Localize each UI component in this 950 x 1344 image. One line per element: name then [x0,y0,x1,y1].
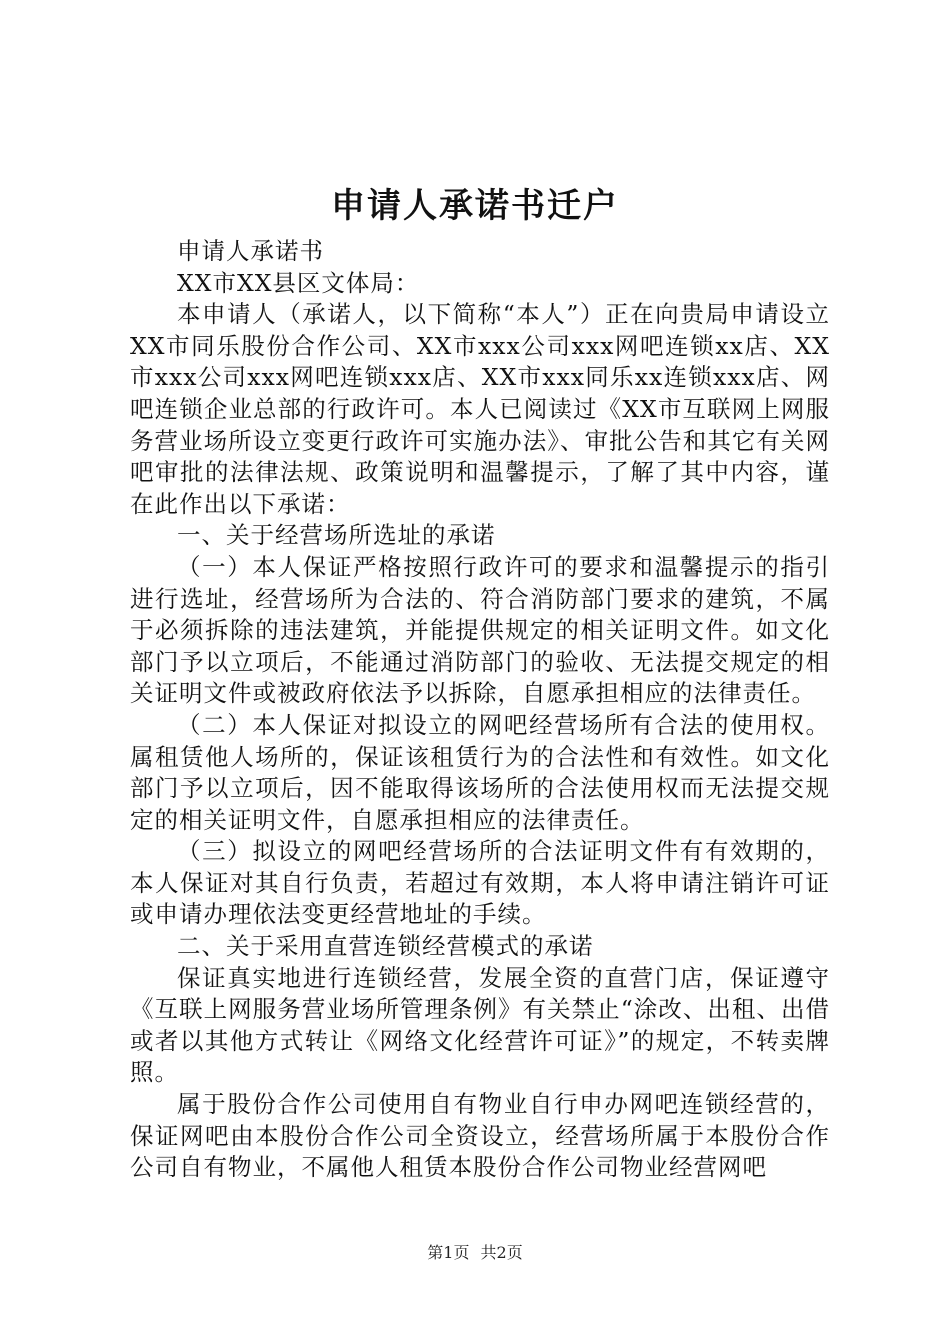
paragraph-addressee: XX市XX县区文体局： [177,268,420,297]
page-total: 共2页 [480,1243,523,1262]
paragraph-item-3: （三）拟设立的网吧经营场所的合法证明文件有有效期的，本人保证对其自行负责，若超过有效期，本人将申请注销许可证或申请办理依法变更经营地址的手续。 [130,837,830,929]
paragraph-chain-1: 保证真实地进行连锁经营，发展全资的直营门店，保证遵守《互联上网服务营业场所管理条例》有关禁止“涂改、出租、出借或者以其他方式转让《网络文化经营许可证》”的规定，不转卖牌照。 [130,963,830,1087]
page-footer [0,1242,950,1264]
document-title: 申请人承诺书迁户 [331,186,619,226]
document-body [130,236,830,1184]
paragraph-item-2: （二）本人保证对拟设立的网吧经营场所有合法的使用权。属租赁他人场所的，保证该租赁行为的合法性和有效性。如文化部门予以立项后，因不能取得该场所的合法使用权而无法提交规定的相关证明文件，自愿承担相应的法律责任。 [130,710,830,834]
section-heading-2: 二、关于采用直营连锁经营模式的承诺 [177,932,594,961]
page-number: 第1页 [427,1243,470,1262]
paragraph-heading: 申请人承诺书 [177,237,324,265]
paragraph-chain-2: 属于股份合作公司使用自有物业自行申办网吧连锁经营的，保证网吧由本股份合作公司全资设立，经营场所属于本股份合作公司自有物业，不属他人租赁本股份合作公司物业经营网吧 [130,1090,830,1182]
paragraph-intro: 本申请人（承诺人，以下简称“本人”）正在向贵局申请设立XX市同乐股份合作公司、XX市xxx公司xxx网吧连锁xx店、XX市xxx公司xxx网吧连锁xxx店、XX市xxx同乐xx连锁xxx店、网吧连锁企业总部的行政许可。本人已阅读过《XX市互联网上网服务营业场所设立变更行政许可实施办法》、审批公告和其它有关网吧审批的法律法规、政策说明和温馨提示，了解了其中内容，谨在此作出以下承诺： [130,300,830,518]
paragraph-item-1: （一）本人保证严格按照行政许可的要求和温馨提示的指引进行选址，经营场所为合法的、符合消防部门要求的建筑，不属于必须拆除的违法建筑，并能提供规定的相关证明文件。如文化部门予以立项后，不能通过消防部门的验收、无法提交规定的相关证明文件或被政府依法予以拆除，自愿承担相应的法律责任。 [130,552,830,708]
section-heading-1: 一、关于经营场所选址的承诺 [177,521,496,550]
